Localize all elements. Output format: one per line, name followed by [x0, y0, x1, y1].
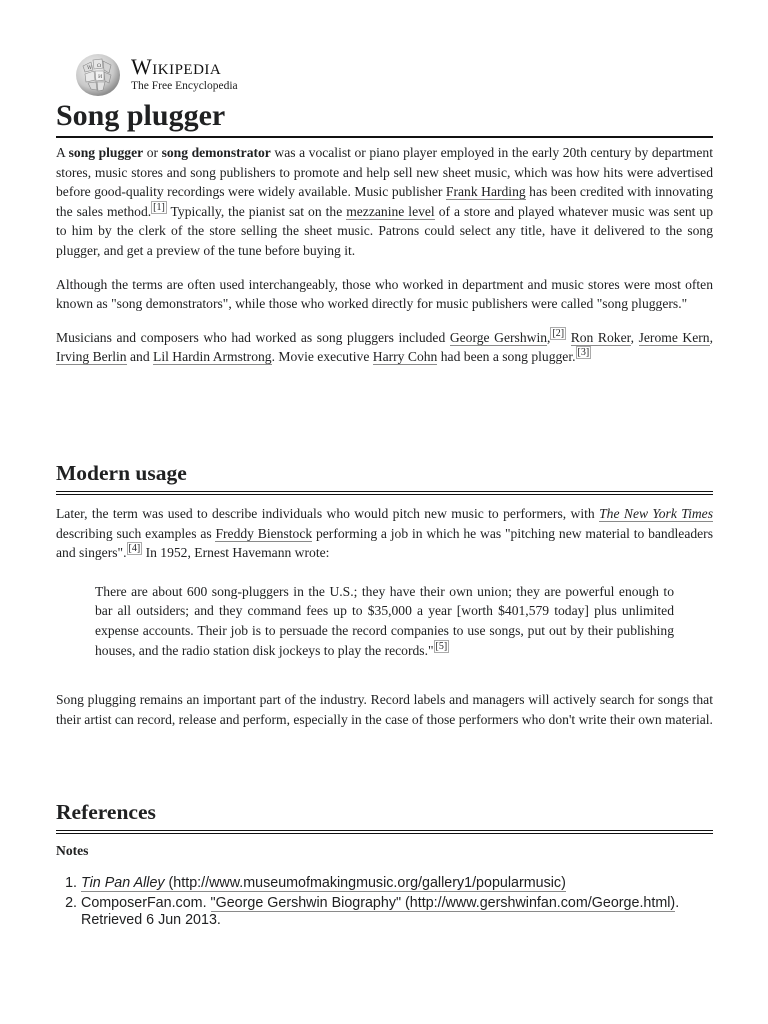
citation-ref[interactable]: [2]	[552, 327, 565, 339]
blockquote-havemann: There are about 600 song-pluggers in the U.S.; they have their own union; they are powerful enough to bar all outsiders; and they command fees up to $35,000 a year [worth $401,579 today] plus unlimited expense accounts. Their job is to persuade the record companies to use songs, put out by their publishing houses, and the radio station disk jockeys to play the records." [5]	[95, 583, 674, 658]
intro-paragraph-2: Although the terms are often used interchangeably, those who worked in department and music stores were most often known as "song demonstrators", while those who worked directly for music publishers were called "song pluggers."	[56, 276, 713, 312]
link-frank-harding[interactable]: Frank Harding	[445, 184, 526, 200]
intro-section	[56, 143, 713, 367]
logo-text	[131, 56, 238, 93]
svg-text:W: W	[87, 65, 93, 71]
link-jerome-kern[interactable]: Jerome Kern	[638, 329, 710, 345]
link-freddy-bienstock[interactable]: Freddy Bienstock	[215, 525, 313, 541]
section-heading-references: References	[56, 798, 713, 834]
citation-ref[interactable]: [5]	[435, 640, 448, 652]
reference-item: 2. ComposerFan.com. "George Gershwin Biography" (http://www.gershwinfan.com/George.html). Retrieved 6 Jun 2013.	[81, 895, 713, 930]
link-lil-hardin-armstrong[interactable]: Lil Hardin Armstrong	[153, 349, 272, 365]
reference-link-tin-pan-alley[interactable]: Tin Pan Alley (http://www.museumofmakingmusic.org/gallery1/popularmusic)	[81, 875, 566, 891]
link-ron-roker[interactable]: Ron Roker	[570, 329, 631, 345]
page-title: Song plugger	[56, 98, 713, 138]
citation-ref[interactable]: [4]	[128, 543, 141, 555]
logo-wordmark: Wikipedia	[131, 54, 222, 79]
link-mezzanine[interactable]: mezzanine level	[346, 203, 435, 219]
references-section	[56, 798, 713, 932]
section-heading-modern-usage: Modern usage	[56, 459, 713, 495]
link-new-york-times[interactable]: The New York Times	[599, 506, 713, 521]
reference-item	[81, 875, 713, 893]
modern-paragraph-1: Later, the term was used to describe individuals who would pitch new music to performers, with The New York Times describing such examples as Freddy Bienstock performing a job in which he was "pitching new material to bandleaders and singers". [4] In 1952, Ernest Havemann wrote:	[56, 506, 714, 561]
modern-paragraph-2: Song plugging remains an important part of the industry. Record labels and managers will actively search for songs that their artist can record, release and perform, especially in the case of those performers who don't write their own material.	[56, 692, 713, 727]
intro-paragraph-3: Musicians and composers who had worked as song pluggers included George Gershwin, [2] Ron Roker, Jerome Kern, Irving Berlin and Lil Hardin Armstrong. Movie executive Harry Cohn had been a song plugger. [3]	[56, 327, 714, 365]
svg-text:Ω: Ω	[97, 63, 102, 69]
wikipedia-logo[interactable]	[73, 50, 283, 100]
wikipedia-globe-icon	[73, 52, 123, 98]
modern-usage-section	[56, 459, 713, 729]
link-irving-berlin[interactable]: Irving Berlin	[56, 349, 127, 365]
link-harry-cohn[interactable]: Harry Cohn	[372, 349, 438, 365]
logo-tagline: The Free Encyclopedia	[131, 80, 238, 92]
intro-paragraph-1: A song plugger or song demonstrator was a vocalist or piano player employed in the early 20th century by department stores, music stores and song publishers to promote and help sell new sheet music, which was how hits were advertised before good-quality recordings were widely available. Music publisher Frank Harding has been credited with innovating the sales method. [1] Typically, the pianist sat on the mezzanine level of a store and played whatever music was sent up to him by the clerk of the store selling the sheet music. Patrons could select any title, have it delivered to the song plugger, and get a preview of the tune before buying it.	[56, 145, 713, 258]
link-george-gershwin[interactable]: George Gershwin	[449, 329, 548, 345]
bold-term: song plugger	[68, 145, 144, 160]
svg-text:И: И	[98, 74, 103, 80]
citation-ref[interactable]: [3]	[577, 347, 590, 359]
reference-link-gershwin-biography[interactable]: "George Gershwin Biography" (http://www.gershwinfan.com/George.html)	[210, 894, 676, 911]
notes-subheading: Notes	[56, 843, 89, 858]
references-list	[56, 875, 713, 930]
citation-ref[interactable]: [1]	[153, 201, 165, 213]
bold-term: song demonstrator	[161, 145, 271, 160]
